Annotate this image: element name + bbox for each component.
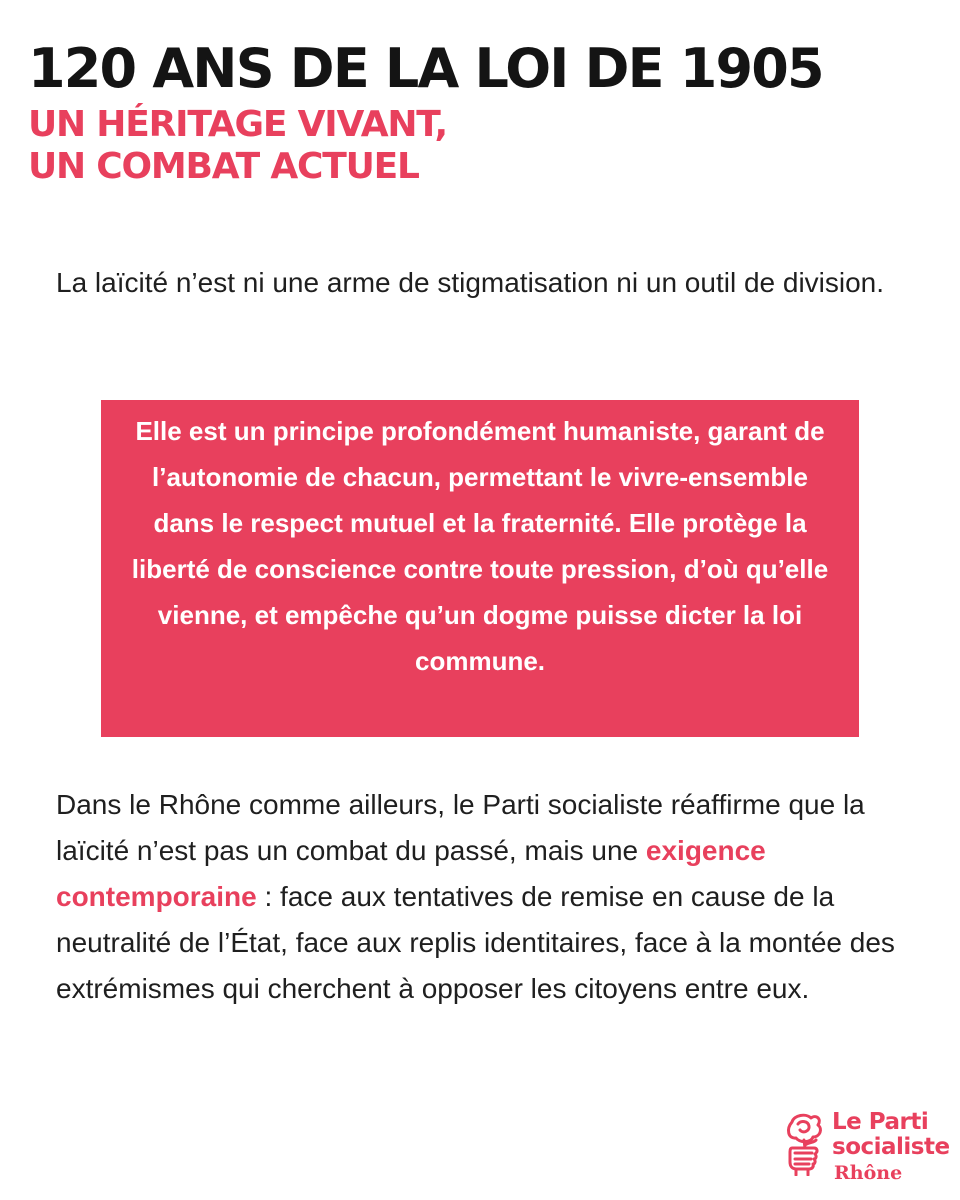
body-paragraph (56, 782, 916, 1012)
header (28, 36, 932, 188)
logo-line-2: socialiste (832, 1134, 950, 1160)
body-text-start: Dans le Rhône comme ailleurs, le Parti socialiste réaffirme que la laïcité n’est pas un combat du passé, mais une (56, 789, 865, 866)
logo-region: Rhône (834, 1162, 903, 1184)
quote-box (101, 400, 859, 737)
logo-line-1: Le Parti (832, 1109, 929, 1135)
intro-paragraph: La laïcité n’est ni une arme de stigmatisation ni un outil de division. (56, 267, 885, 298)
body-text-end: : face aux tentatives de remise en cause de la neutralité de l’État, face aux replis identitaires, face à la montée des extrémismes qui cherchent à opposer les citoyens entre eux. (56, 881, 895, 1004)
quote-text: Elle est un principe profondément humaniste, garant de l’autonomie de chacun, permettant le vivre-ensemble dans le respect mutuel et la fraternité. Elle protège la liberté de conscience contre toute pression, d’où qu’elle vienne, et empêche qu’un dogme puisse dicter la loi commune. (131, 416, 829, 676)
highlight-text: exigence contemporaine (56, 835, 766, 912)
rose-in-fist-icon (778, 1112, 826, 1176)
party-logo (778, 1110, 950, 1192)
logo-text (832, 1110, 950, 1184)
subtitle-line-1: UN HÉRITAGE VIVANT, (28, 104, 447, 145)
page-subtitle (28, 104, 932, 188)
subtitle-line-2: UN COMBAT ACTUEL (28, 146, 419, 187)
page-title: 120 ANS DE LA LOI DE 1905 (28, 37, 823, 100)
